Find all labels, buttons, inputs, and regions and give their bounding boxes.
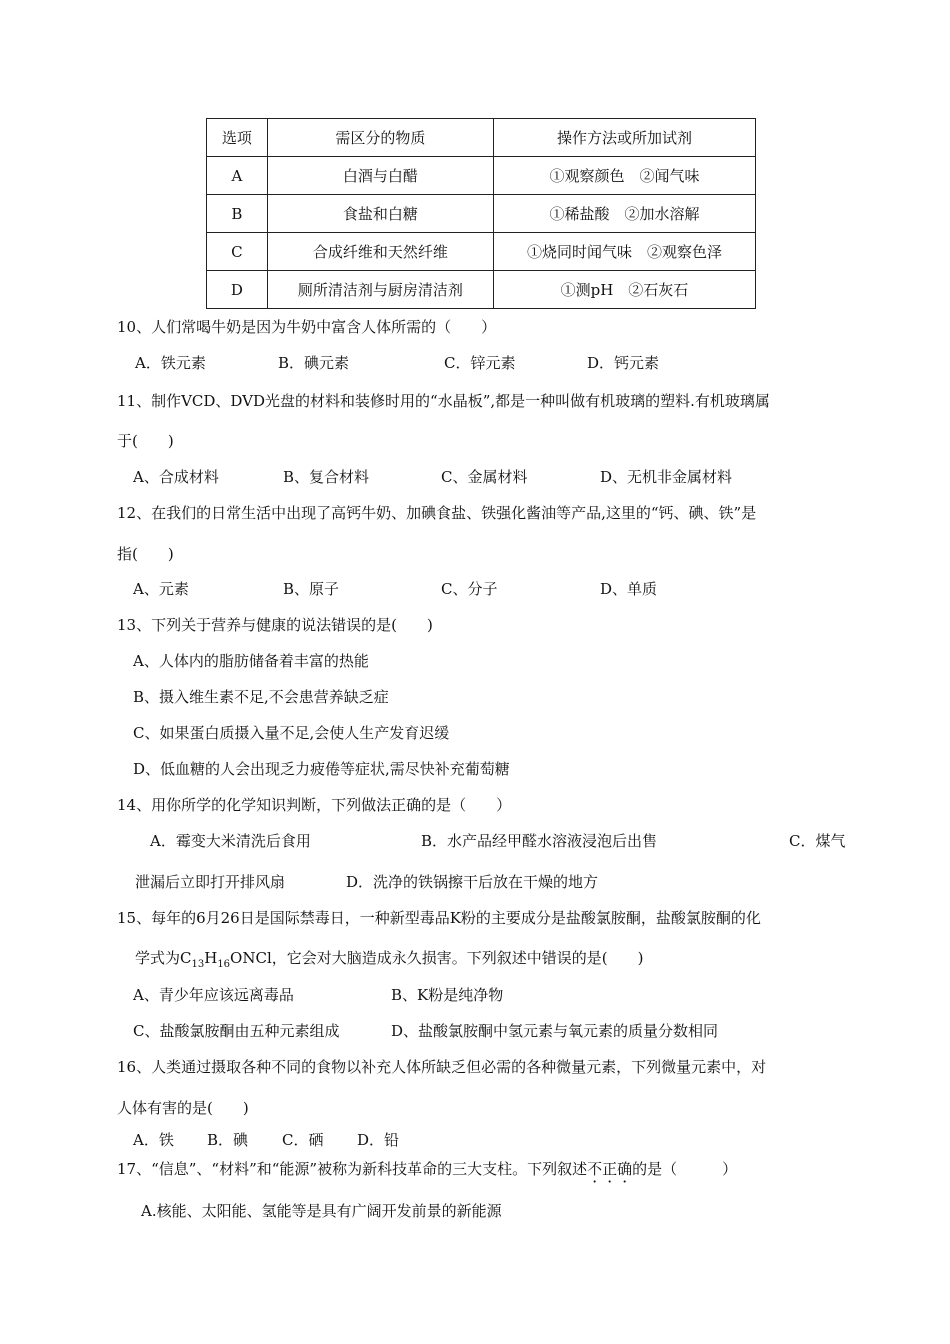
q10-option-d: D．钙元素 bbox=[587, 354, 660, 372]
question-16-stem: 16、人类通过摄取各种不同的食物以补充人体所缺乏但必需的各种微量元素，下列微量元素中，对 bbox=[117, 1058, 767, 1076]
emphasis-char: 确 bbox=[617, 1160, 633, 1178]
question-11-stem: 11、制作VCD、DVD光盘的材料和装修时用的“水晶板”,都是一种叫做有机玻璃的塑料.有机玻璃属 bbox=[117, 392, 770, 410]
formula-h: H bbox=[204, 949, 218, 967]
table-cell: 白酒与白醋 bbox=[267, 157, 493, 195]
table-cell: 厕所清洁剂与厨房清洁剂 bbox=[267, 271, 493, 309]
q10-option-c: C．锌元素 bbox=[444, 354, 516, 372]
emphasis-char: 不 bbox=[587, 1160, 603, 1178]
q16-option-d: D．铅 bbox=[357, 1131, 400, 1149]
q16-option-a: A．铁 bbox=[133, 1131, 174, 1149]
q13-option-c: C、如果蛋白质摄入量不足,会使人生产发育迟缓 bbox=[133, 724, 450, 742]
question-15-stem: 15、每年的6月26日是国际禁毒日，一种新型毒品K粉的主要成分是盐酸氯胺酮，盐酸氯胺酮的化 bbox=[117, 909, 761, 927]
q14-option-c: C．煤气 bbox=[789, 832, 846, 850]
table-cell: C bbox=[207, 233, 268, 271]
table-cell: B bbox=[207, 195, 268, 233]
question-13-stem: 13、下列关于营养与健康的说法错误的是( ) bbox=[117, 616, 433, 634]
formula-rest: ONCl，它会对大脑造成永久损害。下列叙述中错误的是( ) bbox=[230, 949, 644, 967]
q17-option-a: A.核能、太阳能、氢能等是具有广阔开发前景的新能源 bbox=[141, 1202, 502, 1220]
q13-option-d: D、低血糖的人会出现乏力疲倦等症状,需尽快补充葡萄糖 bbox=[133, 760, 510, 778]
q14-option-b: B．水产品经甲醛水溶液浸泡后出售 bbox=[421, 832, 658, 850]
q14-option-d: D．洗净的铁锅擦干后放在干燥的地方 bbox=[346, 873, 599, 891]
table-cell: ①稀盐酸 ②加水溶解 bbox=[493, 195, 755, 233]
q17-stem-tail: 的是（ ） bbox=[632, 1160, 738, 1178]
q11-option-d: D、无机非金属材料 bbox=[600, 468, 733, 486]
table-header-cell: 选项 bbox=[207, 119, 268, 157]
question-12-stem-cont: 指( ) bbox=[117, 545, 174, 563]
q11-option-c: C、金属材料 bbox=[441, 468, 528, 486]
q14-option-c-cont: 泄漏后立即打开排风扇 bbox=[135, 873, 286, 891]
table-cell: ①烧同时闻气味 ②观察色泽 bbox=[493, 233, 755, 271]
table-cell: 合成纤维和天然纤维 bbox=[267, 233, 493, 271]
q13-option-a: A、人体内的脂肪储备着丰富的热能 bbox=[133, 652, 369, 670]
question-17-stem bbox=[117, 1158, 737, 1179]
q13-option-b: B、摄入维生素不足,不会患营养缺乏症 bbox=[133, 688, 389, 706]
q17-stem-text: 17、“信息”、“材料”和“能源”被称为新科技革命的三大支柱。下列叙述 bbox=[117, 1160, 588, 1178]
table-cell: D bbox=[207, 271, 268, 309]
table-cell: A bbox=[207, 157, 268, 195]
q16-option-b: B．碘 bbox=[207, 1131, 249, 1149]
emphasis-char: 正 bbox=[602, 1160, 618, 1178]
table-header-row bbox=[207, 119, 756, 157]
table-row bbox=[207, 195, 756, 233]
q12-option-c: C、分子 bbox=[441, 580, 498, 598]
table-header-cell: 操作方法或所加试剂 bbox=[493, 119, 755, 157]
q12-option-b: B、原子 bbox=[283, 580, 340, 598]
table-cell: ①测pH ②石灰石 bbox=[493, 271, 755, 309]
q15-option-b: B、K粉是纯净物 bbox=[391, 986, 504, 1004]
q11-option-a: A、合成材料 bbox=[133, 468, 219, 486]
q15-option-d: D、盐酸氯胺酮中氢元素与氧元素的质量分数相同 bbox=[391, 1022, 719, 1040]
q12-option-d: D、单质 bbox=[600, 580, 658, 598]
q10-option-a: A．铁元素 bbox=[135, 354, 206, 372]
q10-option-b: B．碘元素 bbox=[278, 354, 350, 372]
table-header-cell: 需区分的物质 bbox=[267, 119, 493, 157]
table-cell: 食盐和白糖 bbox=[267, 195, 493, 233]
q11-option-b: B、复合材料 bbox=[283, 468, 370, 486]
q15-option-a: A、青少年应该远离毒品 bbox=[133, 986, 294, 1004]
q14-option-a: A．霉变大米清洗后食用 bbox=[150, 832, 311, 850]
question-15-formula-line bbox=[135, 947, 643, 970]
q16-option-c: C．硒 bbox=[282, 1131, 324, 1149]
table-row bbox=[207, 271, 756, 309]
question-14-stem: 14、用你所学的化学知识判断，下列做法正确的是（ ） bbox=[117, 796, 512, 814]
q12-option-a: A、元素 bbox=[133, 580, 189, 598]
q15-option-c: C、盐酸氯胺酮由五种元素组成 bbox=[133, 1022, 340, 1040]
formula-prefix: 学式为C bbox=[135, 949, 192, 967]
comparison-table bbox=[206, 118, 756, 309]
subscript-13: 13 bbox=[191, 959, 205, 970]
question-11-stem-cont: 于( ) bbox=[117, 432, 174, 450]
table-row bbox=[207, 157, 756, 195]
question-16-stem-cont: 人体有害的是( ) bbox=[117, 1099, 249, 1117]
subscript-16: 16 bbox=[217, 959, 231, 970]
table-row bbox=[207, 233, 756, 271]
table-cell: ①观察颜色 ②闻气味 bbox=[493, 157, 755, 195]
question-10-stem: 10、人们常喝牛奶是因为牛奶中富含人体所需的（ ） bbox=[117, 318, 497, 336]
question-12-stem: 12、在我们的日常生活中出现了高钙牛奶、加碘食盐、铁强化酱油等产品,这里的“钙、碘、铁”是 bbox=[117, 504, 757, 522]
